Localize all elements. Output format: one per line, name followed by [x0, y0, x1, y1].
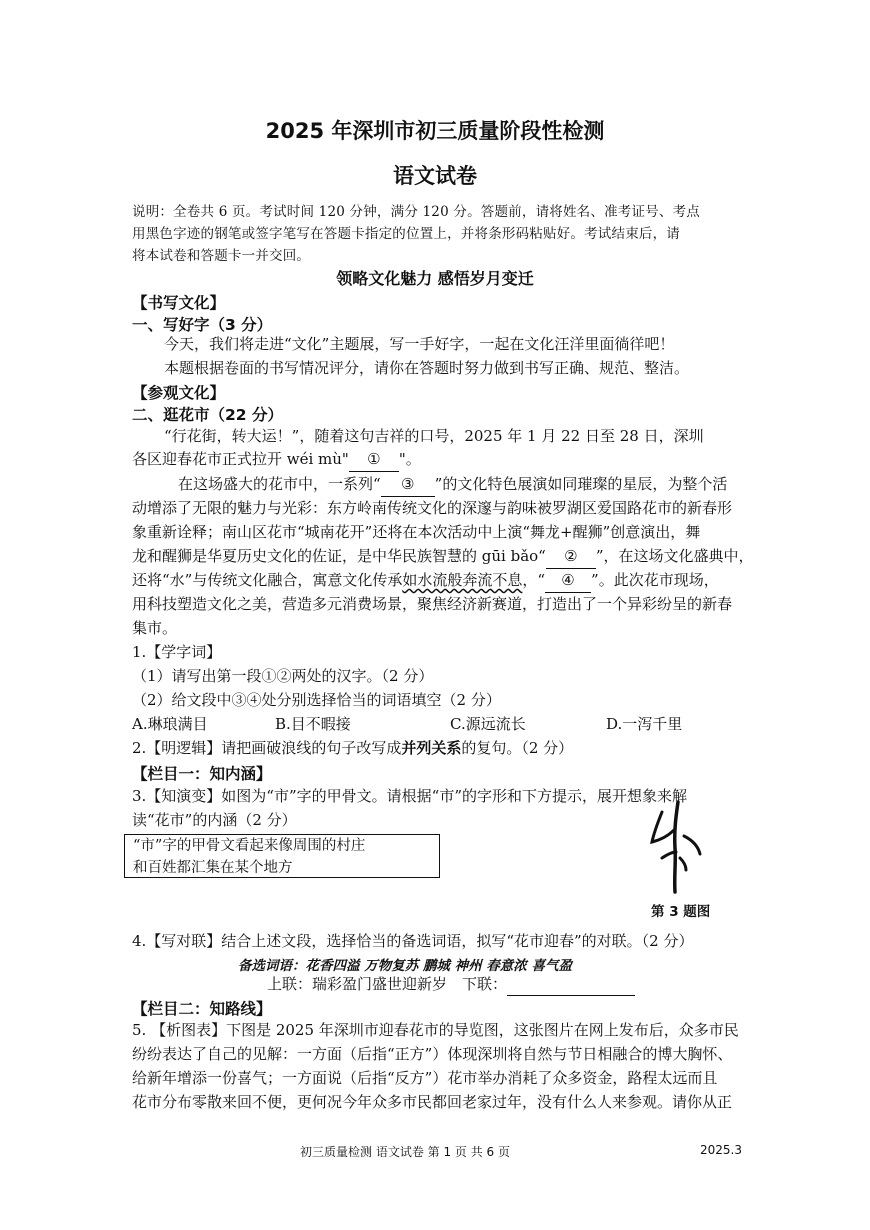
passage-line-7: 集市。	[132, 619, 178, 637]
column-1-heading: 【栏目一：知内涵】	[132, 765, 272, 783]
column-2-heading: 【栏目二：知路线】	[132, 1000, 272, 1018]
q4-lower-answer-line[interactable]	[507, 977, 635, 996]
q4-lower-couplet	[462, 972, 635, 996]
wavy-underlined-sentence: 如水流般奔流不息	[402, 571, 523, 589]
passage-intro-text: 各区迎春花市正式拉开 wéi mù"	[132, 450, 349, 468]
passage-line-5-b: ，“	[522, 571, 546, 589]
q2-text	[132, 736, 573, 760]
q5-line-4: 花市分布零散来回不便，更何况今年众多市民都回老家过年，没有什么人来参观。请你从正	[132, 1093, 733, 1111]
passage-line-1	[178, 472, 727, 497]
q1-label: 1.【学字词】	[132, 643, 222, 661]
passage-line-3: 象重新诠释；南山区花市“城南花开”还将在本次活动中上演“舞龙+醒狮”创意演出，舞	[132, 523, 701, 541]
q2-text-b: 的复句。（2 分）	[461, 739, 574, 757]
blank-1: ①	[349, 447, 399, 472]
passage-line-5-a: 还将“水”与传统文化融合，寓意文化传承	[132, 571, 403, 589]
passage-line-4-a: 龙和醒狮是华夏历史文化的佐证，是中华民族智慧的 gūi bǎo“	[132, 547, 546, 565]
section-writing-p1: 今天，我们将走进“文化”主题展，写一手好字，一起在文化汪洋里面徜徉吧！	[164, 335, 675, 353]
instructions-line-2: 用黑色字迹的钢笔或签字笔写在答题卡指定的位置上，并将条形码粘贴好。考试结束后，请	[132, 226, 680, 242]
q3-hint-line-1: “市”字的甲骨文看起来像周围的村庄	[133, 838, 366, 854]
footer-page-info: 初三质量检测 语文试卷 第 1 页 共 6 页	[300, 1145, 510, 1159]
q1-sub2: （2）给文段中③④处分别选择恰当的词语填空（2 分）	[132, 691, 501, 709]
blank-3: ③	[381, 472, 435, 497]
q1-sub1: （1）请写出第一段①②两处的汉字。（2 分）	[132, 667, 434, 685]
q3-hint-line-2: 和百姓都汇集在某个地方	[133, 860, 293, 876]
passage-intro-line-2	[132, 447, 421, 472]
blank-4: ④	[545, 568, 591, 593]
section-writing-p2: 本题根据卷面的书写情况评分，请你在答题时努力做到书写正确、规范、整洁。	[164, 359, 690, 377]
q3-hint-box	[124, 834, 440, 878]
q1-option-b: B.目不暇接	[275, 715, 351, 733]
instructions-line-3: 将本试卷和答题卡一并交回。	[132, 248, 311, 264]
passage-line-6: 用科技塑造文化之美，营造多元消费场景，聚焦经济新赛道，打造出了一个异彩纷呈的新春	[132, 595, 733, 613]
section-visit-heading: 二、逛花市（22 分）	[132, 406, 283, 424]
q4-lower-label: 下联：	[462, 975, 508, 993]
q2-text-a: 2.【明逻辑】请把画破浪线的句子改写成	[132, 739, 402, 757]
q4-candidates: 备选词语：花香四溢 万物复苏 鹏城 神州 春意浓 喜气盈	[238, 958, 572, 974]
section-writing-tag: 【书写文化】	[132, 294, 226, 312]
q3-line-1: 3.【知演变】如图为“市”字的甲骨文。请根据“市”的字形和下方提示，展开想象来解	[132, 787, 687, 805]
oracle-bone-shi-figure	[640, 796, 710, 896]
passage-line-2: 动增添了无限的魅力与光彩：东方岭南传统文化的深邃与韵味被罗湖区爱国路花市的新春形	[132, 499, 733, 517]
q5-line-3: 给新年增添一份喜气；一方面说（后指“反方”）花市举办消耗了众多资金，路程太远而且	[132, 1069, 718, 1087]
passage-line-4-b: ”，在这场文化盛典中，	[595, 547, 754, 565]
q1-option-a: A.琳琅满目	[132, 715, 208, 733]
instructions-line-1: 说明：全卷共 6 页。考试时间 120 分钟，满分 120 分。答题前，请将姓名、准考证号、考点	[132, 204, 700, 220]
q2-text-bold: 并列关系	[401, 739, 462, 757]
section-writing-heading: 一、写好字（3 分）	[132, 316, 273, 334]
exam-subtitle: 语文试卷	[393, 164, 477, 188]
passage-line-1-b: ”的文化特色展演如同璀璨的星辰，为整个活	[434, 475, 728, 493]
passage-line-5-c: ”。此次花市现场，	[591, 571, 719, 589]
q5-line-1: 5. 【析图表】下图是 2025 年深圳市迎春花市的导览图，这张图片在网上发布后，众多市民	[132, 1021, 739, 1039]
exam-theme: 领略文化魅力 感悟岁月变迁	[336, 269, 534, 288]
passage-line-1-a: 在这场盛大的花市中，一系列“	[178, 475, 381, 493]
exam-title: 2025 年深圳市初三质量阶段性检测	[265, 119, 605, 143]
passage-line-5	[132, 568, 719, 593]
section-visit-tag: 【参观文化】	[132, 384, 226, 402]
footer-date: 2025.3	[700, 1143, 742, 1157]
passage-intro-line-1: “行花街，转大运！”，随着这句吉祥的口号，2025 年 1 月 22 日至 28 日，深圳	[164, 427, 704, 445]
q4-line-1: 4.【写对联】结合上述文段，选择恰当的备选词语，拟写“花市迎春”的对联。（2 分）	[132, 932, 694, 950]
q3-figure-caption: 第 3 题图	[651, 904, 711, 920]
q1-option-c: C.源远流长	[450, 715, 526, 733]
q4-upper-couplet: 上联：瑞彩盈门盛世迎新岁	[267, 975, 448, 993]
blank-2: ②	[546, 544, 596, 569]
q5-line-2: 纷纷表达了自己的见解：一方面（后指“正方”）体现深圳将自然与节日相融合的博大胸怀、	[132, 1045, 733, 1063]
q1-option-d: D.一泻千里	[606, 715, 683, 733]
passage-line-4	[132, 544, 754, 569]
q3-line-2: 读“花市”的内涵（2 分）	[132, 811, 297, 829]
passage-intro-end: "。	[398, 450, 421, 468]
